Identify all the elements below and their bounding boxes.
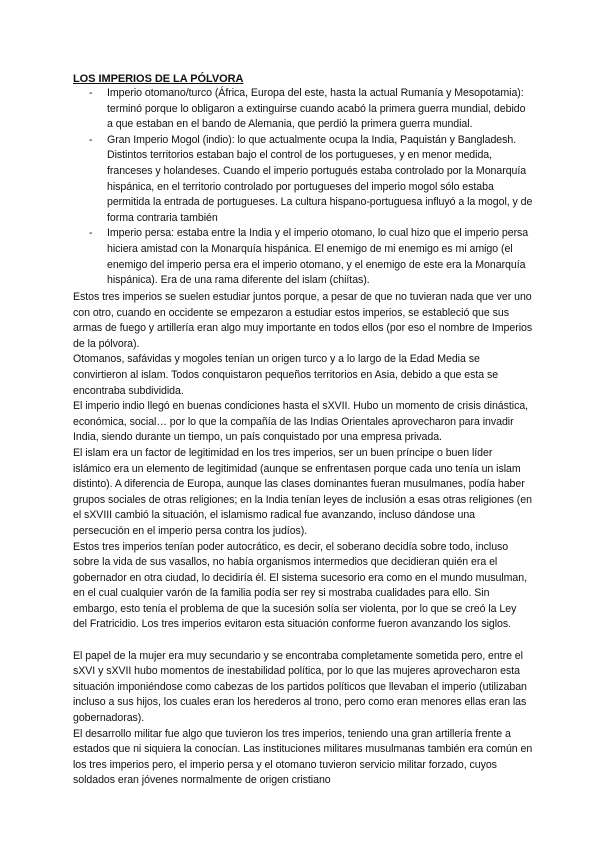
bullet-dash: - [89, 87, 93, 99]
paragraph: El islam era un factor de legitimidad en los tres imperios, ser un buen príncipe o buen líder islámico era un elemento de legitimidad (aunque se enfrentasen porque cada uno tenía un islam distinto). A diferencia de Europa, aunque las clases dominantes fueran musulmanes, podía haber grupos sociales de otras religiones; en la India tenían leyes de inclusión a esas otras religiones (en el sXVIII cambió la situación, el islamismo radical fue avanzando, incluso dándose una persecución en el imperio persa contra los judíos). [73, 446, 532, 537]
paragraph: El imperio indio llegó en buenas condiciones hasta el sXVII. Hubo un momento de crisis dinástica, económica, social… por lo que la compañía de las Indias Orientales aprovecharon para invadir India, siendo durante un tiempo, un país conquistado por una empresa privada. [73, 400, 529, 444]
list-item [73, 133, 533, 227]
list-item-text: Imperio persa: estaba entre la India y el imperio otomano, lo cual hizo que el imperio persa hiciera amistad con la Monarquía hispánica. El enemigo de mi enemigo es mi amigo (el enemigo del imperio persa era el imperio otomano, y el enemigo de este era la Monarquía hispánica). Era de una rama diferente del islam (chiítas). [107, 227, 529, 287]
paragraph: Estos tres imperios se suelen estudiar juntos porque, a pesar de que no tuvieran nada que ver uno con otro, cuando en occidente se empezaron a estudiar estos imperios, se estableció que sus armas de fuego y artillería eran algo muy importante en todos ellos (por eso el nombre de Imperios de la pólvora). [73, 291, 533, 350]
empires-list [73, 86, 533, 289]
paragraph: Estos tres imperios tenían poder autocrático, es decir, el soberano decidía sobre todo, incluso sobre la vida de sus vasallos, no había organismos intermedios que decidieran quién era el gobernador en otra ciudad, lo decidiría él. El sistema sucesorio era como en el mundo musulman, en el cual cualquier varón de la familia podía ser rey si mostraba cualidades para ello. Sin embargo, esto tenía el problema de que la sucesión solía ser violenta, por lo que se creó la Ley del Fratricidio. Los tres imperios evitaron esta situación conforme fueron avanzando los siglos. [73, 540, 527, 631]
list-item-text: Gran Imperio Mogol (indio): lo que actualmente ocupa la India, Paquistán y Bangladesh. Distintos territorios estaban bajo el control de los portugueses, y en menor medida, franceses y holandeses. Cuando el imperio portugués estaba controlado por la Monarquía hispánica, en el territorio controlado por portugueses del imperio mogol sólo estaba permitida la entrada de portugueses. La cultura hispano-portuguesa influyó a la mogol, y de forma contraria también [107, 133, 533, 224]
paragraph-gap [73, 633, 533, 649]
list-item [73, 226, 533, 288]
paragraph: El papel de la mujer era muy secundario y se encontraba completamente sometida pero, entre el sXVI y sXVII hubo momentos de inestabilidad política, por lo que las mujeres aprovecharon esta situación imponiéndose como cabezas de los partidos políticos que llevaban el imperio (utilizaban incluso a sus hijos, los cuales eran los herederos al trono, pero como eran menores ellas eran las gobernadoras). [73, 649, 527, 725]
paragraph: El desarrollo militar fue algo que tuvieron los tres imperios, teniendo una gran artillería frente a estados que ni siquiera la conocían. Las instituciones militares musulmanas también era común en los tres imperios pero, el imperio persa y el otomano tuvieron servicio militar forzado, cuyos soldados eran jóvenes normalmente de origen cristiano [73, 727, 533, 787]
list-item-text: Imperio otomano/turco (África, Europa del este, hasta la actual Rumanía y Mesopotamia): terminó porque lo obligaron a extinguirse cuando acabó la primera guerra mundial, debido a que estaban en el bando de Alemania, que perdió la primera guerra mundial. [107, 87, 526, 131]
page-title: LOS IMPERIOS DE LA PÓLVORA [73, 73, 244, 85]
paragraph: Otomanos, safávidas y mogoles tenían un origen turco y a lo largo de la Edad Media se convirtieron al islam. Todos conquistaron pequeños territorios en Asia, debido a que esta se encontraba subdividida. [73, 353, 499, 397]
body-text [73, 290, 533, 789]
list-item [73, 86, 533, 133]
bullet-dash: - [89, 133, 93, 146]
bullet-dash: - [89, 227, 93, 240]
